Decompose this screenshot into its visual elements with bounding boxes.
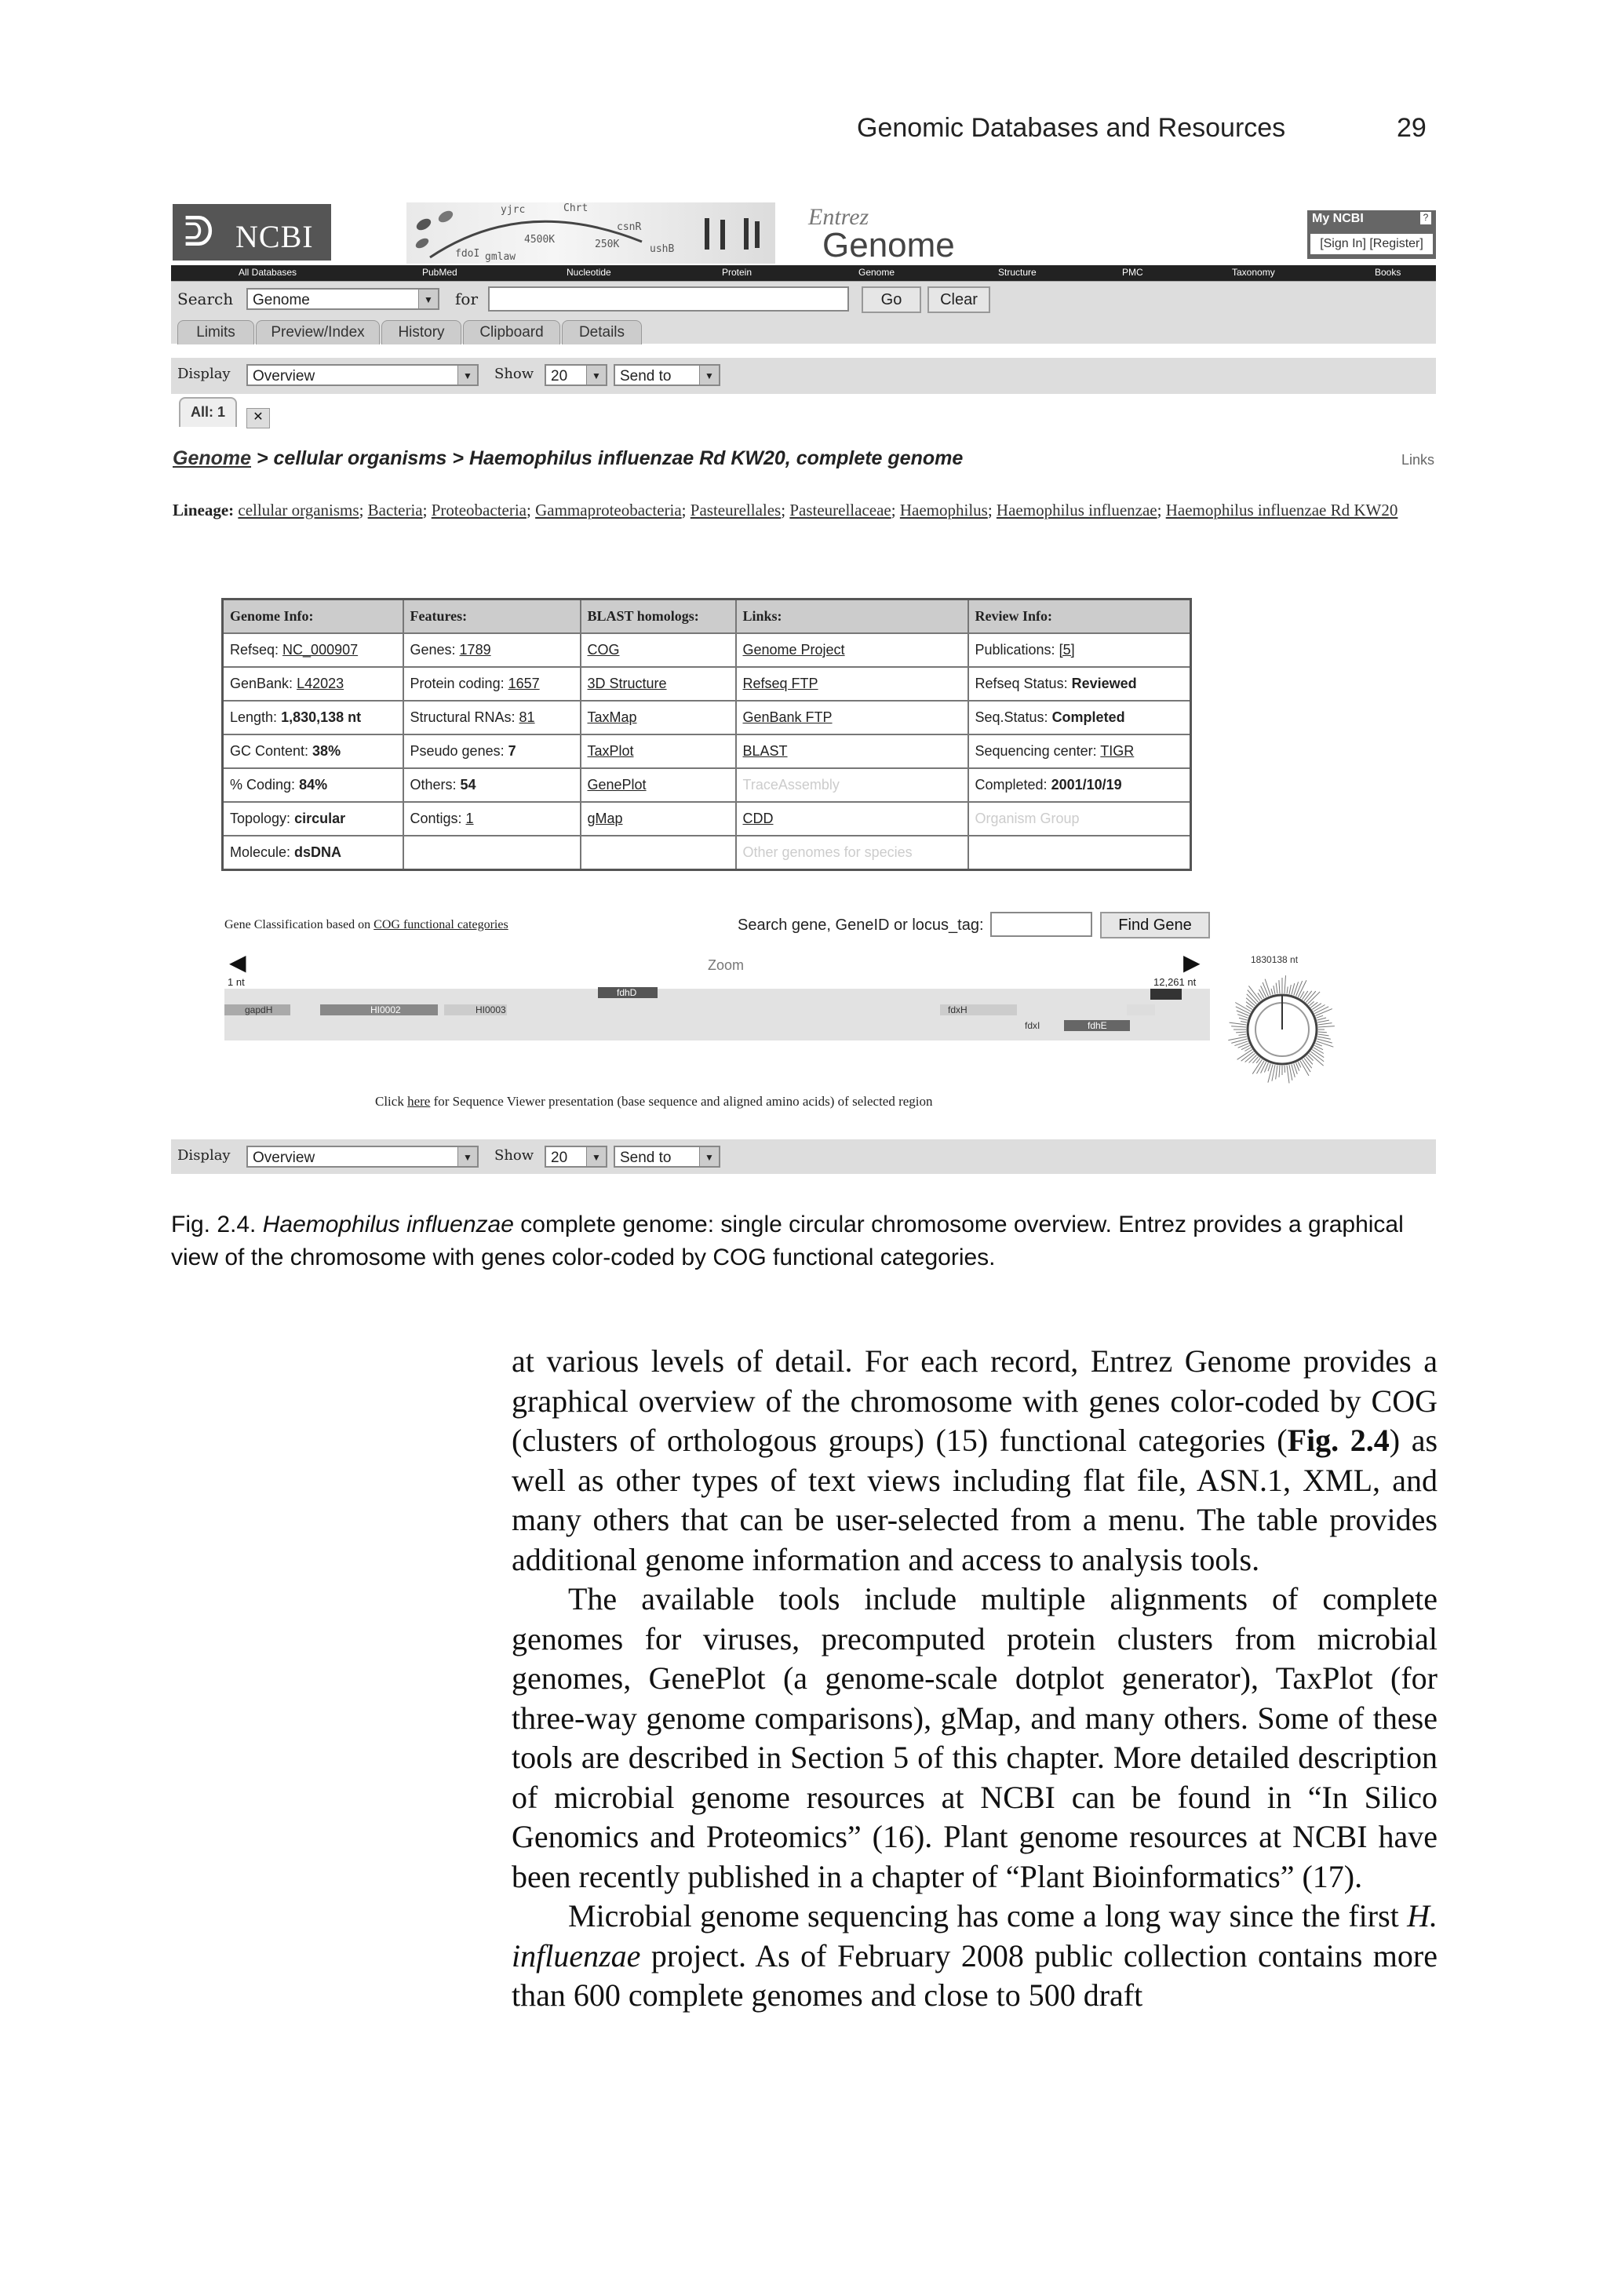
cell-link[interactable]: NC_000907	[282, 642, 359, 658]
table-cell	[736, 802, 968, 836]
genome-info-table	[221, 598, 1192, 871]
banner-label: ushB	[650, 243, 675, 255]
cell-link[interactable]: GenBank FTP	[742, 709, 833, 725]
table-cell	[581, 802, 736, 836]
cell-label: Topology:	[230, 811, 295, 826]
cell-link[interactable]: gMap	[587, 811, 623, 826]
show-count-select[interactable]	[545, 364, 607, 386]
table-cell	[968, 701, 1191, 734]
lineage-link[interactable]: Haemophilus	[899, 501, 988, 519]
search-gene-input[interactable]	[990, 912, 1092, 937]
gene-bar[interactable]	[1127, 1004, 1155, 1015]
nav-all-databases[interactable]: All Databases	[239, 267, 297, 278]
cell-label: Completed:	[975, 777, 1051, 793]
body-text	[512, 1342, 1438, 2016]
table-cell	[403, 701, 581, 734]
show-label: Show	[494, 366, 534, 382]
table-cell	[403, 836, 581, 870]
cell-link[interactable]: TIGR	[1100, 743, 1135, 759]
cell-link[interactable]: 1657	[508, 676, 540, 691]
table-row	[223, 802, 1191, 836]
breadcrumb-separator: >	[446, 447, 469, 469]
gene-label: gapdH	[245, 1004, 273, 1015]
gene-label: fdxI	[1025, 1020, 1040, 1031]
cell-link[interactable]: L42023	[297, 676, 344, 691]
paragraph-text: ) as well as other types of text views including flat file, ASN.1, XML, and many others that can be user-selected from a menu. The table provides additional genome information and access to analysis tools.	[512, 1423, 1438, 1577]
cell-label: Pseudo genes:	[410, 743, 508, 759]
cell-value: 2001/10/19	[1051, 777, 1122, 793]
gene-track	[224, 989, 1210, 1040]
search-label: Search	[177, 290, 234, 308]
banner-label: gmlaw	[485, 251, 516, 263]
database-select-value: Genome	[253, 292, 310, 308]
cell-label: Sequencing center:	[975, 743, 1101, 759]
breadcrumb	[173, 447, 963, 470]
nav-taxonomy[interactable]: Taxonomy	[1232, 267, 1275, 278]
search-bar	[171, 281, 1436, 318]
table-row	[223, 734, 1191, 768]
lineage-label: Lineage:	[173, 501, 235, 519]
lineage-link[interactable]: Proteobacteria	[431, 501, 527, 519]
table-cell	[581, 836, 736, 870]
column-header: BLAST homologs:	[581, 600, 736, 634]
lineage-link[interactable]: Gammaproteobacteria	[535, 501, 682, 519]
banner-label: csnR	[617, 221, 642, 233]
table-row	[223, 701, 1191, 734]
entrez-banner-text: Entrez	[808, 204, 869, 230]
cell-link[interactable]: 1	[465, 811, 474, 826]
start-position: 1 nt	[228, 976, 245, 988]
lineage-link[interactable]: Haemophilus influenzae Rd KW20	[1165, 501, 1398, 519]
send-to-select[interactable]	[614, 364, 720, 386]
table-cell	[403, 633, 581, 667]
tab-preview-index[interactable]: Preview/Index	[256, 320, 380, 344]
cell-label: Seq.Status:	[975, 709, 1052, 725]
go-button[interactable]: Go	[862, 286, 921, 313]
note-text: Click	[375, 1094, 408, 1109]
gene-classification-text: Gene Classification based on	[224, 918, 374, 931]
paragraph-text: Microbial genome sequencing has come a long way since the first	[568, 1898, 1408, 1933]
tools-icon[interactable]: ✕	[246, 408, 270, 428]
ncbi-header	[171, 202, 1436, 265]
breadcrumb-separator: >	[251, 447, 274, 469]
paragraph-text: at various levels of detail. For each record, Entrez Genome provides a graphical overview of the chromosome with genes color-coded by COG (clusters of orthologous groups) (15) functional categories (	[512, 1343, 1438, 1458]
nav-pmc[interactable]: PMC	[1122, 267, 1143, 278]
cell-label: Structural RNAs:	[410, 709, 519, 725]
table-cell	[223, 667, 403, 701]
cell-label: Protein coding:	[410, 676, 508, 691]
gene-label: HI0003	[476, 1004, 506, 1015]
cell-label: Length:	[230, 709, 282, 725]
cell-label: Others:	[410, 777, 461, 793]
lineage-link[interactable]: Haemophilus influenzae	[996, 501, 1157, 519]
table-cell	[581, 734, 736, 768]
table-cell	[968, 667, 1191, 701]
table-cell	[581, 633, 736, 667]
display-bar-top	[171, 358, 1436, 394]
chevron-down-icon: ▼	[586, 366, 606, 384]
cell-label: Molecule:	[230, 844, 295, 860]
table-row	[223, 667, 1191, 701]
show-label: Show	[494, 1147, 534, 1164]
table-cell	[223, 836, 403, 870]
cog-categories-link[interactable]: COG functional categories	[374, 918, 508, 931]
gene-bar[interactable]	[1150, 989, 1182, 1000]
banner-label: Chrt	[563, 202, 589, 214]
cell-label: GC Content:	[230, 743, 313, 759]
cell-link[interactable]: 3D Structure	[587, 676, 667, 691]
cell-value: dsDNA	[294, 844, 342, 860]
chevron-down-icon: ▼	[457, 366, 477, 384]
show-count-select[interactable]	[545, 1146, 607, 1168]
search-tabs	[171, 317, 1436, 344]
search-gene-label: Search gene, GeneID or locus_tag:	[738, 917, 984, 934]
cell-link[interactable]: COG	[587, 642, 620, 658]
search-input[interactable]	[488, 286, 849, 312]
sign-in-register-links[interactable]: [Sign In] [Register]	[1310, 234, 1433, 254]
gene-classification-note	[224, 918, 508, 932]
paragraph	[512, 1342, 1438, 1580]
nav-books[interactable]: Books	[1375, 267, 1401, 278]
database-nav-bar	[171, 265, 1436, 281]
nav-protein[interactable]: Protein	[722, 267, 752, 278]
table-cell	[736, 701, 968, 734]
table-cell	[736, 734, 968, 768]
banner-label: fdoI	[455, 248, 480, 260]
lineage-link[interactable]: cellular organisms	[238, 501, 359, 519]
table-cell	[223, 633, 403, 667]
paragraph	[512, 1897, 1438, 2016]
table-row	[223, 633, 1191, 667]
cell-link[interactable]: CDD	[742, 811, 774, 826]
cell-link[interactable]: TaxPlot	[587, 743, 634, 759]
help-icon[interactable]: ?	[1420, 212, 1431, 224]
column-header: Features:	[403, 600, 581, 634]
display-label: Display	[177, 366, 231, 382]
cell-link[interactable]: 81	[519, 709, 535, 725]
show-count-value: 20	[551, 368, 568, 384]
banner-label: 4500K	[524, 234, 556, 246]
table-cell	[968, 768, 1191, 802]
table-cell	[403, 768, 581, 802]
zoom-label[interactable]: Zoom	[708, 957, 745, 973]
cell-value: 1,830,138 nt	[281, 709, 362, 725]
breadcrumb-current: Haemophilus influenzae Rd KW20, complete genome	[468, 447, 964, 469]
column-header: Review Info:	[968, 600, 1191, 634]
chevron-down-icon: ▼	[699, 366, 719, 384]
cell-disabled-link: Other genomes for species	[742, 844, 913, 860]
nav-nucleotide[interactable]: Nucleotide	[567, 267, 611, 278]
page-number: 29	[1397, 113, 1427, 143]
ncbi-screenshot-figure	[171, 202, 1436, 1174]
send-to-value: Send to	[620, 368, 672, 384]
here-link[interactable]: here	[407, 1094, 431, 1109]
sequence-viewer-note	[375, 1094, 933, 1110]
table-cell	[736, 836, 968, 870]
chevron-down-icon: ▼	[457, 1147, 477, 1166]
table-cell	[223, 701, 403, 734]
table-cell	[403, 802, 581, 836]
cell-value: 54	[460, 777, 476, 793]
show-count-value: 20	[551, 1150, 568, 1166]
banner-label: 250K	[595, 239, 620, 250]
table-row	[223, 836, 1191, 870]
cell-label: % Coding:	[230, 777, 300, 793]
lineage: Lineage: cellular organisms; Bacteria; Proteobacteria; Gammaproteobacteria; Pasteurellales; Pasteurellaceae; Haemophilus; Haemophilus influenzae; Haemophilus influenzae Rd KW20	[173, 501, 1398, 519]
tab-clipboard[interactable]: Clipboard	[463, 320, 560, 344]
genome-banner-title: Genome	[822, 226, 955, 264]
my-ncbi-box	[1307, 210, 1436, 259]
cell-link[interactable]: Refseq FTP	[742, 676, 818, 691]
lineage-link[interactable]: Pasteurellaceae	[789, 501, 891, 519]
gene-label: fdhD	[617, 987, 637, 998]
table-cell	[968, 734, 1191, 768]
end-position: 12,261 nt	[1153, 976, 1197, 988]
paragraph: The available tools include multiple alignments of complete genomes for viruses, precomputed protein clusters from microbial genomes, GenePlot (a genome-scale dotplot generator), TaxPlot (for three-way genome comparisons), gMap, and many others. Some of these tools are described in Section 5 of this chapter. More detailed description of microbial genome resources at NCBI can be found in “In Silico Genomics and Proteomics” (16). Plant genome resources at NCBI have been recently published in a chapter of “Plant Bioinformatics” (17).	[512, 1581, 1438, 1894]
cell-label: Refseq Status:	[975, 676, 1072, 691]
lineage-link[interactable]: Bacteria	[367, 501, 423, 519]
tab-limits[interactable]: Limits	[177, 320, 254, 344]
chevron-down-icon: ▼	[586, 1147, 606, 1166]
chevron-down-icon: ▼	[699, 1147, 719, 1166]
nav-structure[interactable]: Structure	[998, 267, 1037, 278]
banner-label: yjrc	[501, 204, 526, 216]
cell-value: Completed	[1051, 709, 1125, 725]
figure-reference: Fig. 2.4	[1287, 1423, 1390, 1458]
column-header: Links:	[736, 600, 968, 634]
ncbi-logo[interactable]	[173, 204, 331, 261]
clear-button[interactable]: Clear	[927, 286, 990, 313]
nav-pubmed[interactable]: PubMed	[422, 267, 457, 278]
cell-value: Reviewed	[1071, 676, 1137, 691]
display-select[interactable]	[246, 364, 479, 386]
cell-label: Refseq:	[230, 642, 283, 658]
cell-link[interactable]: [5]	[1059, 642, 1075, 658]
cell-value: 7	[508, 743, 516, 759]
table-cell	[223, 768, 403, 802]
genome-banner-graphic	[406, 202, 775, 264]
display-label: Display	[177, 1147, 231, 1164]
gene-label: fdxH	[948, 1004, 967, 1015]
tab-details[interactable]: Details	[562, 320, 642, 344]
cell-label: Contigs:	[410, 811, 466, 826]
caption-species: Haemophilus influenzae	[262, 1212, 514, 1237]
ncbi-logo-text: NCBI	[235, 219, 314, 254]
cell-link[interactable]: 1789	[459, 642, 491, 658]
circular-chromosome-graphic[interactable]	[1219, 967, 1345, 1092]
cell-link[interactable]: TaxMap	[587, 709, 637, 725]
column-header: Genome Info:	[223, 600, 403, 634]
send-to-value: Send to	[620, 1150, 672, 1166]
lineage-link[interactable]: Pasteurellales	[690, 501, 782, 519]
table-row	[223, 768, 1191, 802]
cell-link[interactable]: GenePlot	[587, 777, 647, 793]
table-header-row	[223, 600, 1191, 634]
table-cell	[403, 667, 581, 701]
table-cell	[736, 768, 968, 802]
cell-label: Publications:	[975, 642, 1059, 658]
tab-history[interactable]: History	[381, 320, 461, 344]
breadcrumb-genome-link[interactable]: Genome	[173, 447, 252, 469]
display-select[interactable]	[246, 1146, 479, 1168]
scroll-left-icon[interactable]: ◀	[229, 950, 246, 975]
send-to-select[interactable]	[614, 1146, 720, 1168]
chevron-down-icon: ▼	[418, 290, 438, 308]
links-menu[interactable]: Links	[1401, 452, 1434, 468]
gene-label: fdhE	[1088, 1020, 1107, 1031]
caption-text: complete genome: single circular chromosome overview. Entrez provides a graphical view of the chromosome with genes color-coded by COG functional categories.	[171, 1212, 1404, 1270]
find-gene-button[interactable]: Find Gene	[1100, 912, 1210, 938]
cell-link[interactable]: Genome Project	[742, 642, 845, 658]
table-cell	[403, 734, 581, 768]
cell-value: 84%	[299, 777, 328, 793]
display-select-value: Overview	[253, 368, 315, 384]
database-select[interactable]	[246, 288, 439, 310]
table-cell	[736, 633, 968, 667]
cell-value: 38%	[312, 743, 341, 759]
scroll-right-icon[interactable]: ▶	[1183, 950, 1201, 975]
genome-map-viewer	[224, 945, 1210, 1047]
running-header-title: Genomic Databases and Resources	[857, 113, 1286, 143]
table-cell	[968, 633, 1191, 667]
cell-label: Genes:	[410, 642, 460, 658]
paragraph-text: project. As of February 2008 public collection contains more than 600 complete genomes and close to 500 draft	[512, 1937, 1438, 2013]
cell-disabled-link: TraceAssembly	[742, 777, 840, 793]
note-text: for Sequence Viewer presentation (base sequence and aligned amino acids) of selected region	[430, 1094, 933, 1109]
all-results-tab[interactable]: All: 1	[179, 397, 237, 427]
caption-label: Fig. 2.4.	[171, 1212, 263, 1237]
display-bar-bottom	[171, 1139, 1436, 1174]
breadcrumb-cellular-organisms: cellular organisms	[273, 447, 447, 469]
table-cell	[968, 802, 1191, 836]
cell-link[interactable]: BLAST	[742, 743, 788, 759]
species-name: H. influenzae	[512, 1898, 1438, 1973]
ncbi-helix-icon: ᕲ	[184, 209, 214, 256]
table-cell	[581, 667, 736, 701]
table-cell	[581, 768, 736, 802]
table-cell	[736, 667, 968, 701]
table-cell	[581, 701, 736, 734]
table-cell	[223, 802, 403, 836]
table-cell	[223, 734, 403, 768]
for-label: for	[455, 290, 479, 308]
my-ncbi-title: My NCBI	[1312, 212, 1364, 225]
nav-genome[interactable]: Genome	[858, 267, 895, 278]
gene-label: HI0002	[370, 1004, 401, 1015]
figure-caption	[171, 1208, 1436, 1274]
display-select-value: Overview	[253, 1150, 315, 1166]
cell-disabled-link: Organism Group	[975, 811, 1080, 826]
genome-total-length: 1830138 nt	[1251, 954, 1299, 965]
cell-value: circular	[294, 811, 346, 826]
table-cell	[968, 836, 1191, 870]
cell-label: GenBank:	[230, 676, 297, 691]
